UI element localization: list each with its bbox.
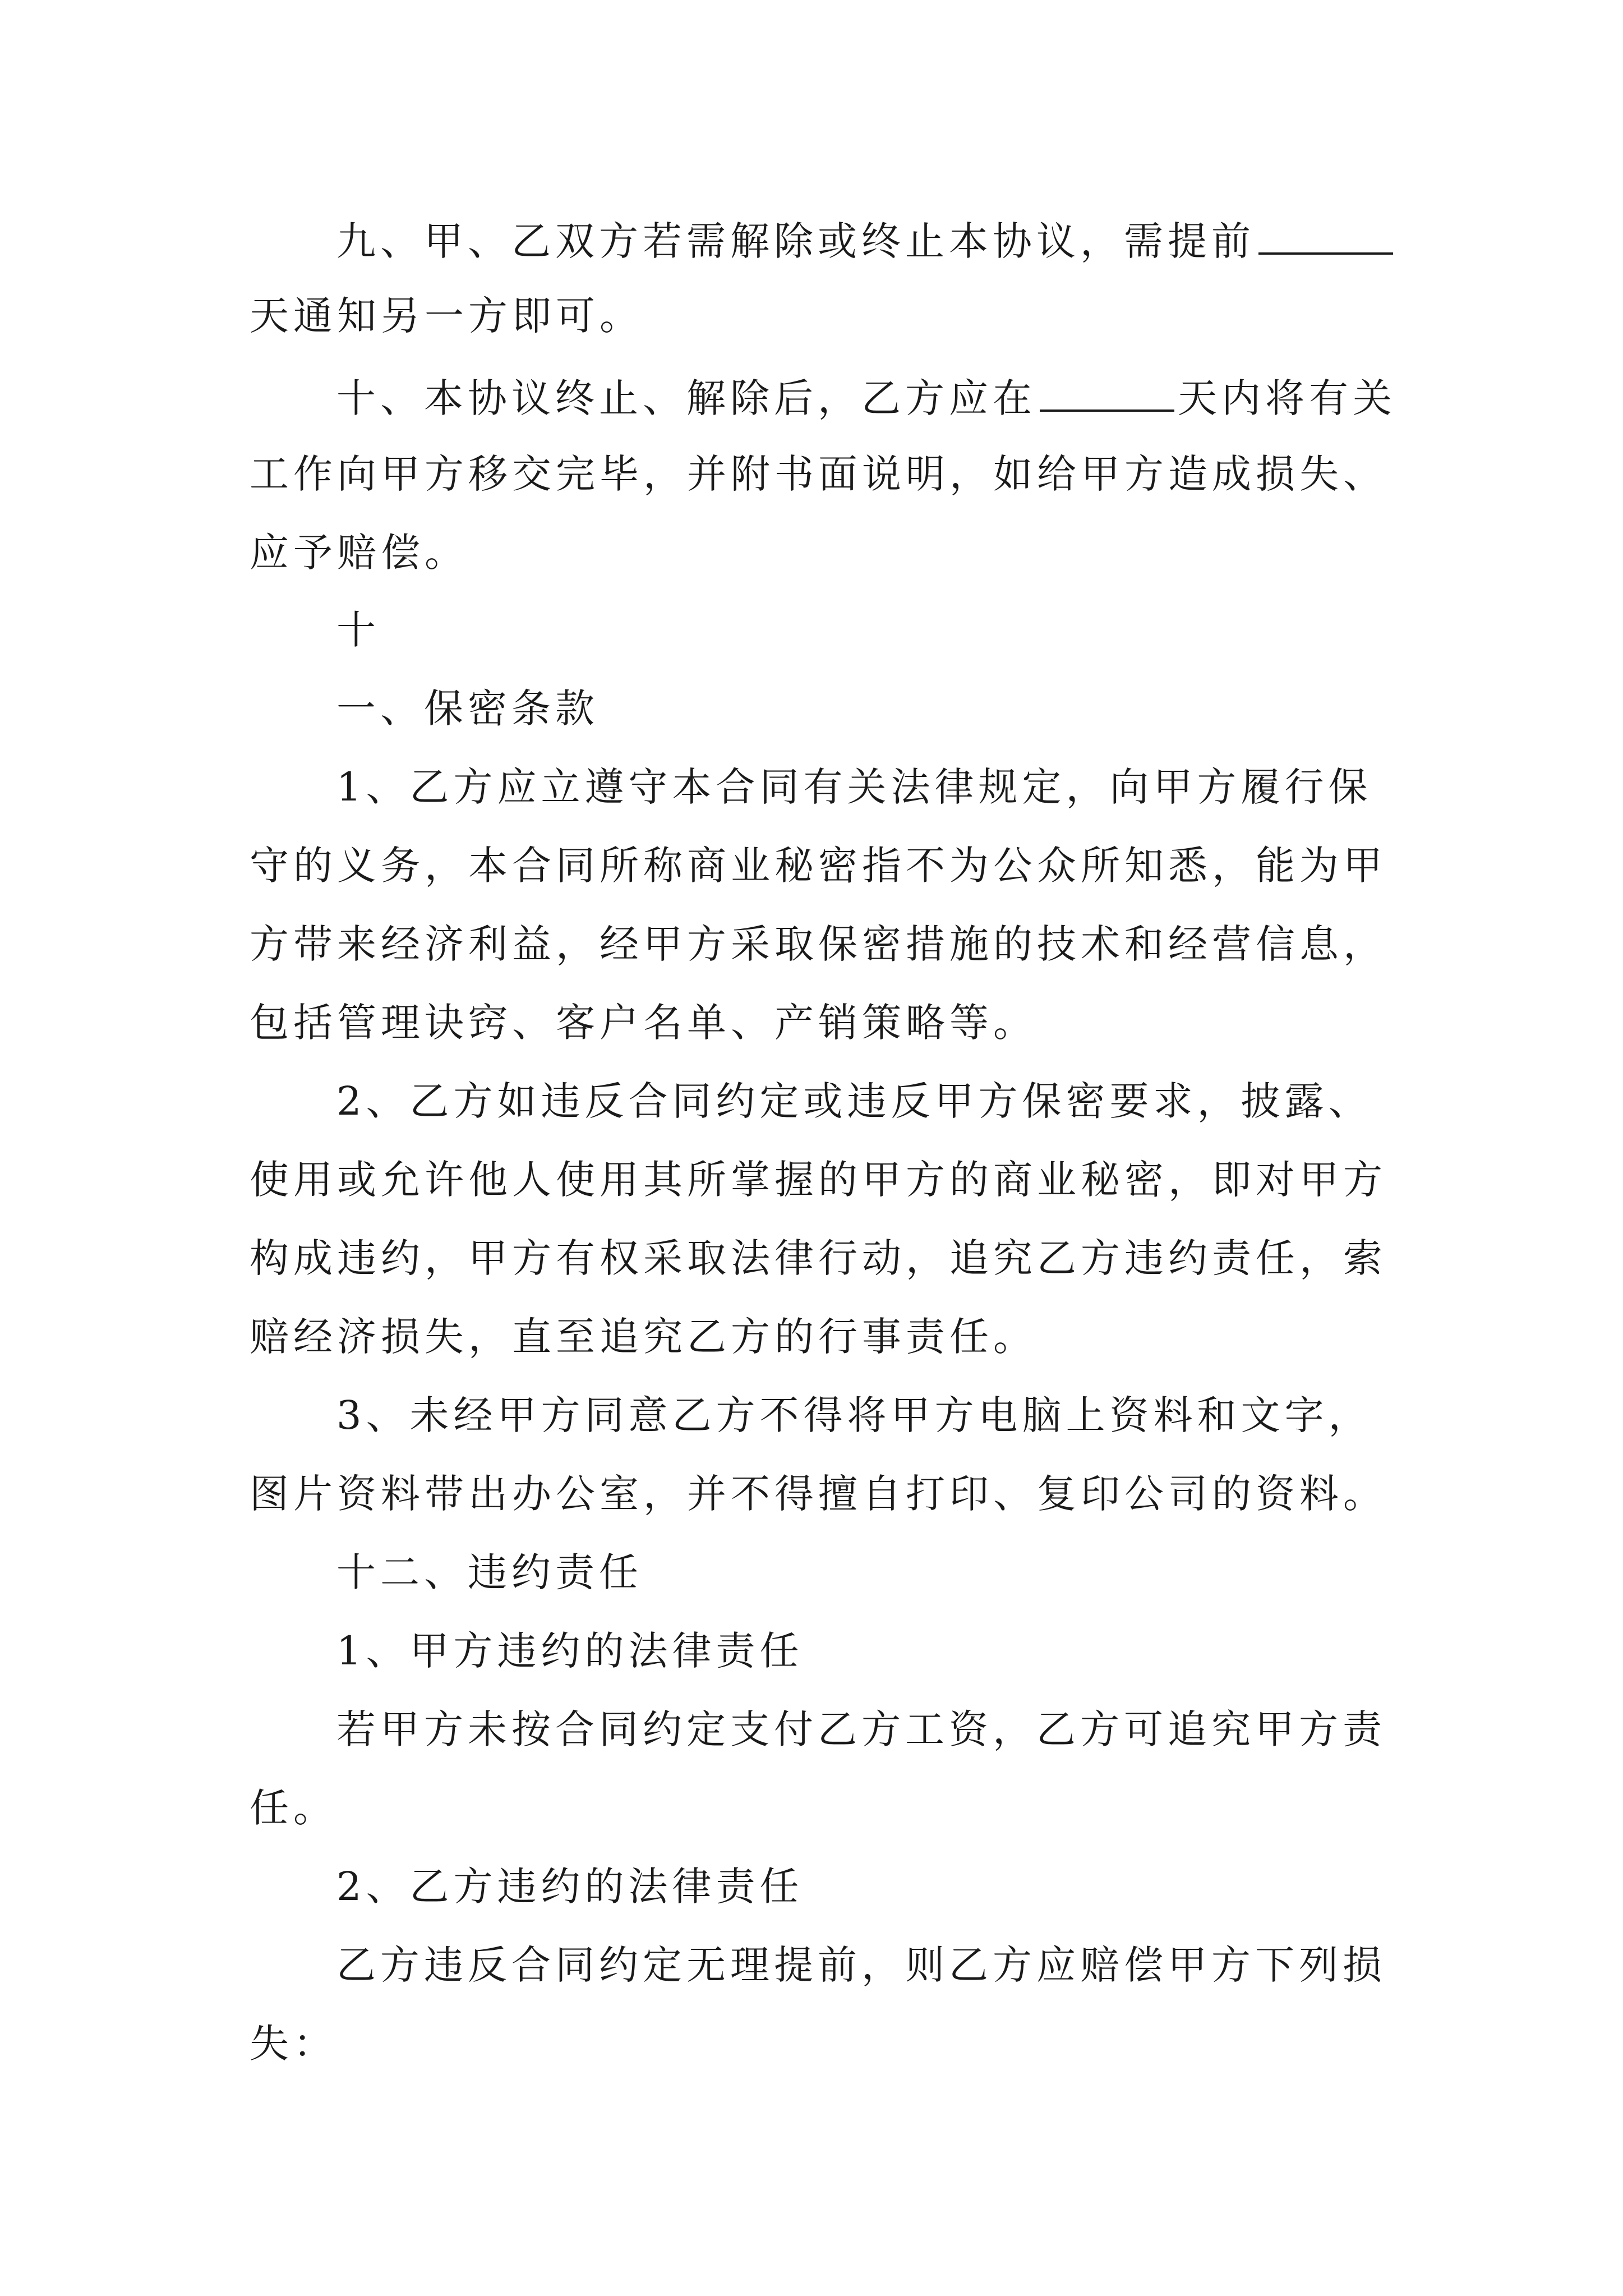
liability-item-2-line-2: 失： bbox=[250, 2021, 337, 2067]
clause-10-line-1 bbox=[336, 370, 1396, 424]
confidentiality-item-1-line-3: 方带来经济利益，经甲方采取保密措施的技术和经营信息， bbox=[250, 921, 1387, 967]
handover-days-blank bbox=[1040, 370, 1174, 412]
confidentiality-item-3-line-2: 图片资料带出办公室，并不得擅自打印、复印公司的资料。 bbox=[250, 1471, 1387, 1517]
confidentiality-item-3-line-1: 3、未经甲方同意乙方不得将甲方电脑上资料和文字， bbox=[336, 1392, 1372, 1438]
notice-days-blank bbox=[1258, 213, 1393, 255]
section-heading-confidentiality: 一、保密条款 bbox=[336, 685, 599, 731]
confidentiality-item-2-line-4: 赔经济损失，直至追究乙方的行事责任。 bbox=[250, 1314, 1037, 1360]
liability-item-1-heading: 1、甲方违约的法律责任 bbox=[336, 1628, 804, 1674]
liability-item-2-line-1: 乙方违反合同约定无理提前，则乙方应赔偿甲方下列损 bbox=[336, 1942, 1386, 1988]
clause-10-text-a: 十、本协议终止、解除后，乙方应在 bbox=[336, 375, 1036, 421]
clause-9-line-2: 天通知另一方即可。 bbox=[250, 293, 643, 339]
clause-11-number: 十 bbox=[336, 607, 380, 653]
confidentiality-item-1-line-2: 守的义务，本合同所称商业秘密指不为公众所知悉，能为甲 bbox=[250, 843, 1387, 889]
liability-item-1-line-1: 若甲方未按合同约定支付乙方工资，乙方可追究甲方责 bbox=[336, 1706, 1386, 1752]
clause-9-line-1 bbox=[336, 213, 1396, 266]
liability-item-1-line-2: 任。 bbox=[250, 1785, 337, 1831]
confidentiality-item-1-line-1: 1、乙方应立遵守本合同有关法律规定，向甲方履行保 bbox=[336, 764, 1372, 810]
clause-10-text-b: 天内将有关 bbox=[1178, 375, 1396, 421]
confidentiality-item-2-line-1: 2、乙方如违反合同约定或违反甲方保密要求，披露、 bbox=[336, 1078, 1372, 1124]
section-heading-liability: 十二、违约责任 bbox=[336, 1549, 643, 1595]
confidentiality-item-1-line-4: 包括管理诀窍、客户名单、产销策略等。 bbox=[250, 1000, 1037, 1046]
clause-10-line-2: 工作向甲方移交完毕，并附书面说明，如给甲方造成损失、 bbox=[250, 451, 1387, 497]
confidentiality-item-2-line-3: 构成违约，甲方有权采取法律行动，追究乙方违约责任，索 bbox=[250, 1235, 1387, 1281]
clause-9-text: 九、甲、乙双方若需解除或终止本协议，需提前 bbox=[336, 218, 1255, 264]
clause-10-line-3: 应予赔偿。 bbox=[250, 530, 468, 576]
liability-item-2-heading: 2、乙方违约的法律责任 bbox=[336, 1864, 804, 1910]
confidentiality-item-2-line-2: 使用或允许他人使用其所掌握的甲方的商业秘密，即对甲方 bbox=[250, 1157, 1387, 1203]
